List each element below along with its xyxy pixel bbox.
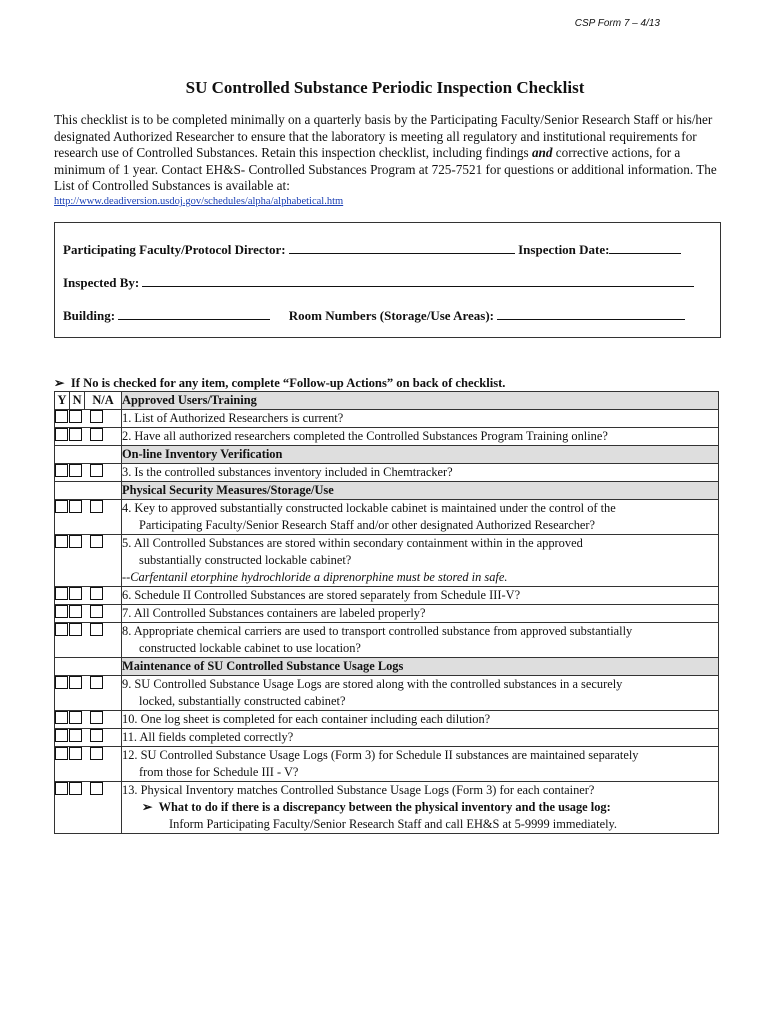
na-checkbox[interactable] [90,605,103,618]
yes-checkbox[interactable] [55,410,68,423]
checklist-item [122,500,719,535]
item-text: 8. Appropriate chemical carriers are used to transport controlled substance from approved substantially [122,624,633,638]
na-checkbox[interactable] [90,676,103,689]
building-label: Building: [63,308,116,323]
na-checkbox[interactable] [90,711,103,724]
col-na-header: N/A [85,392,122,410]
item-text-continued: constructed lockable cabinet to use location? [139,641,361,655]
checklist-item [122,747,719,782]
section-approved-users: Approved Users/Training [122,392,719,410]
instruction-text: If No is checked for any item, complete “Follow-up Actions” on back of checklist. [70,376,506,390]
yes-checkbox[interactable] [55,587,68,600]
intro-text-1: This checklist is to be completed minimally on a quarterly basis by the Participating Faculty/Senior Research Staff or his/her designated Authorized Researcher to ensure that the laboratory is meeting all regulatory and institutional requirements for research use of Controlled Substances. Retain this inspection checklist, including findings [54,112,713,161]
item-text: 4. Key to approved substantially constructed lockable cabinet is maintained under the control of the [122,501,616,515]
no-checkbox[interactable] [69,729,82,742]
inspection-date-label: Inspection Date: [518,242,610,257]
yes-checkbox[interactable] [55,464,68,477]
section-physical-security: Physical Security Measures/Storage/Use [122,482,719,500]
section-online-inventory: On-line Inventory Verification [122,446,719,464]
answer-boxes [55,729,122,747]
table-row [55,676,719,711]
item-text: 13. Physical Inventory matches Controlled Substance Usage Logs (Form 3) for each container? [122,783,595,797]
inspected-by-label: Inspected By: [63,275,140,290]
na-checkbox[interactable] [90,410,103,423]
table-header-row [55,392,719,410]
item-text: 9. SU Controlled Substance Usage Logs are stored along with the controlled substances in a securely [122,677,623,691]
no-checkbox[interactable] [69,587,82,600]
na-checkbox[interactable] [90,428,103,441]
section-row [55,658,719,676]
na-checkbox[interactable] [90,782,103,795]
section-row [55,446,719,464]
na-checkbox[interactable] [90,623,103,636]
inspected-by-field[interactable] [142,274,694,287]
checklist-item [122,535,719,587]
na-checkbox[interactable] [90,500,103,513]
yes-checkbox[interactable] [55,535,68,548]
inspection-info-box [54,222,721,338]
no-checkbox[interactable] [69,535,82,548]
intro-text-2: corrective actions, for a minimum of 1 year. Contact EH&S- Controlled Substances Program at 725-7521 for questions or additional information. The List of Controlled Substances is available at: [54,145,717,194]
na-checkbox[interactable] [90,729,103,742]
answer-boxes [55,410,122,428]
page-title: SU Controlled Substance Periodic Inspection Checklist [185,78,585,97]
arrow-icon: ➢ [54,376,65,390]
answer-boxes [55,782,122,834]
yes-checkbox[interactable] [55,676,68,689]
yes-checkbox[interactable] [55,500,68,513]
no-checkbox[interactable] [69,464,82,477]
checklist-item: 2. Have all authorized researchers completed the Controlled Substances Program Training online? [122,428,719,446]
discrepancy-instruction: ➢ What to do if there is a discrepancy between the physical inventory and the usage log: [142,800,611,814]
checklist-item: 6. Schedule II Controlled Substances are stored separately from Schedule III-V? [122,587,719,605]
yes-checkbox[interactable] [55,605,68,618]
checklist-item: 7. All Controlled Substances containers are labeled properly? [122,605,719,623]
table-row [55,587,719,605]
answer-boxes [55,747,122,782]
table-row [55,747,719,782]
arrow-icon: ➢ [142,800,153,814]
no-checkbox[interactable] [69,500,82,513]
item-text: 12. SU Controlled Substance Usage Logs (Form 3) for Schedule II substances are maintained separately [122,748,639,762]
table-row [55,464,719,482]
answer-boxes [55,605,122,623]
checklist-item: 11. All fields completed correctly? [122,729,719,747]
yes-checkbox[interactable] [55,711,68,724]
no-checkbox[interactable] [69,428,82,441]
inspection-date-field[interactable] [609,241,681,254]
table-row [55,782,719,834]
item-note: --Carfentanil etorphine hydrochloride a diprenorphine must be stored in safe. [122,570,508,584]
item-text: 5. All Controlled Substances are stored within secondary containment within in the approved [122,536,583,550]
col-no-header: N [70,392,85,410]
faculty-label: Participating Faculty/Protocol Director: [63,242,286,257]
section-usage-logs: Maintenance of SU Controlled Substance Usage Logs [122,658,719,676]
no-checkbox[interactable] [69,747,82,760]
na-checkbox[interactable] [90,747,103,760]
answer-boxes [55,500,122,535]
answer-boxes [55,676,122,711]
na-checkbox[interactable] [90,535,103,548]
table-row [55,410,719,428]
no-checkbox[interactable] [69,410,82,423]
faculty-field[interactable] [289,241,515,254]
answer-boxes [55,464,122,482]
yes-checkbox[interactable] [55,747,68,760]
na-checkbox[interactable] [90,587,103,600]
table-row [55,500,719,535]
table-row [55,729,719,747]
no-checkbox[interactable] [69,782,82,795]
answer-boxes [55,711,122,729]
item-text-continued: locked, substantially constructed cabinet? [139,694,346,708]
no-checkbox[interactable] [69,605,82,618]
item-text-continued: from those for Schedule III - V? [139,765,299,779]
answer-boxes [55,535,122,587]
checklist-table [54,391,719,834]
checklist-item: 1. List of Authorized Researchers is current? [122,410,719,428]
follow-up-instruction [54,375,505,391]
no-checkbox[interactable] [69,711,82,724]
inspected-by-row [63,274,694,291]
item-text-continued: Participating Faculty/Senior Research Staff and/or other designated Authorized Researcher? [139,518,596,532]
yes-checkbox[interactable] [55,428,68,441]
room-numbers-label: Room Numbers (Storage/Use Areas): [288,308,494,323]
na-checkbox[interactable] [90,464,103,477]
answer-boxes [55,587,122,605]
table-row [55,711,719,729]
col-yes-header: Y [55,392,70,410]
intro-paragraph [54,112,724,209]
no-checkbox[interactable] [69,676,82,689]
table-row [55,428,719,446]
no-checkbox[interactable] [69,623,82,636]
discrepancy-action: Inform Participating Faculty/Senior Research Staff and call EH&S at 5-9999 immediately. [169,817,618,831]
section-row [55,482,719,500]
intro-emphasis: and [531,145,553,161]
checklist-item [122,782,719,834]
checklist-item [122,676,719,711]
yes-checkbox[interactable] [55,729,68,742]
form-number: CSP Form 7 – 4/13 [574,18,660,29]
building-field[interactable] [118,307,270,320]
checklist-item: 10. One log sheet is completed for each container including each dilution? [122,711,719,729]
item-text-continued: substantially constructed lockable cabinet? [139,553,352,567]
faculty-row [63,241,681,258]
yes-checkbox[interactable] [55,623,68,636]
building-row [63,307,685,324]
room-numbers-field[interactable] [497,307,685,320]
table-row [55,623,719,658]
answer-boxes [55,623,122,658]
table-row [55,605,719,623]
yes-checkbox[interactable] [55,782,68,795]
answer-boxes [55,428,122,446]
controlled-substances-list-link[interactable]: http://www.deadiversion.usdoj.gov/schedules/alpha/alphabetical.htm [54,195,344,207]
checklist-item: 3. Is the controlled substances inventory included in Chemtracker? [122,464,719,482]
table-row [55,535,719,587]
checklist-item [122,623,719,658]
